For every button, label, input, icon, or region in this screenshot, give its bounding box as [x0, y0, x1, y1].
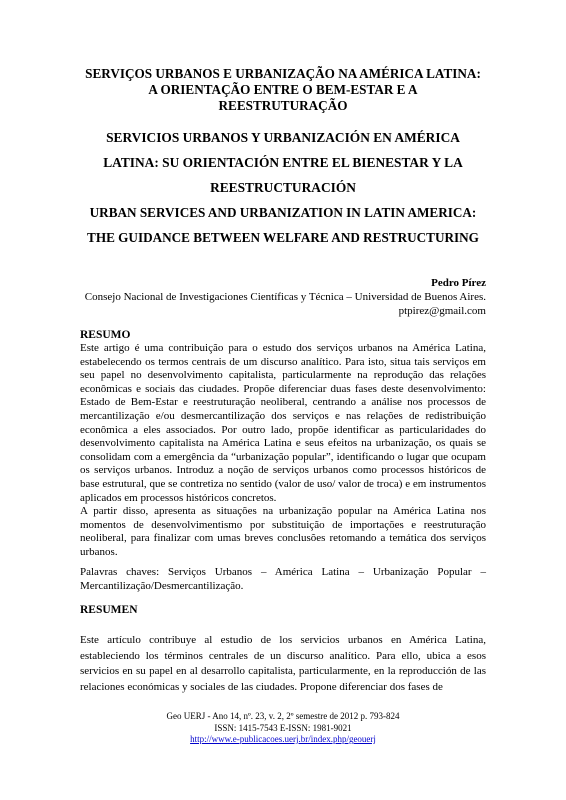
title-es-line-3: REESTRUCTURACIÓN	[210, 180, 356, 195]
resumen-body	[80, 633, 486, 695]
title-en-line-2: THE GUIDANCE BETWEEN WELFARE AND RESTRUCTURING	[87, 230, 479, 245]
title-pt-line-2: A ORIENTAÇÃO ENTRE O BEM-ESTAR E A	[148, 82, 418, 97]
author-block	[85, 276, 486, 318]
title-pt-line-3: REESTRUTURAÇÃO	[218, 98, 348, 113]
author-email: ptpirez@gmail.com	[398, 305, 486, 317]
author-name: Pedro Pírez	[431, 277, 486, 289]
title-es-line-1: SERVICIOS URBANOS Y URBANIZACIÓN EN AMÉRICA	[106, 130, 460, 145]
resumo-keywords: Palavras chaves: Serviços Urbanos – América Latina – Urbanização Popular – Mercantilização/Desmercantilização.	[80, 566, 486, 592]
page-footer	[80, 711, 486, 746]
journal-link[interactable]: http://www.e-publicacoes.uerj.br/index.php/geouerj	[190, 734, 376, 744]
title-english	[60, 200, 506, 250]
title-en-line-1: URBAN SERVICES AND URBANIZATION IN LATIN AMERICA:	[89, 205, 477, 220]
resumen-heading: RESUMEN	[80, 604, 138, 616]
footer-issn: ISSN: 1415-7543 E-ISSN: 1981-9021	[214, 722, 352, 733]
title-pt-line-1: SERVIÇOS URBANOS E URBANIZAÇÃO NA AMÉRICA LATINA:	[85, 66, 481, 81]
footer-citation: Geo UERJ - Ano 14, nº. 23, v. 2, 2º semestre de 2012 p. 793-824	[166, 711, 400, 721]
resumo-body	[80, 342, 486, 560]
title-spanish	[60, 125, 506, 200]
resumo-heading: RESUMO	[80, 329, 131, 341]
resumen-paragraph-1: Este artículo contribuye al estudio de los servicios urbanos en América Latina, estableciendo los términos centrales de un discurso analítico. Para ello, ubica a esos servicios en su papel en al desarrollo capitalista, particularmente, en la reproducción de las relaciones económicas y sociales de las ciudades. Propone diferenciar dos fases de	[80, 634, 486, 693]
author-affiliation: Consejo Nacional de Investigaciones Científicas y Técnica – Universidad de Buenos Aires.	[84, 291, 486, 303]
resumo-paragraph-1: Este artigo é uma contribuição para o estudo dos serviços urbanos na América Latina, estabelecendo os termos centrais de um discurso analítico. Para isto, situa tais serviços em seu papel no desenvolvimento capitalista, particularmente na reprodução das relações econômicas e sociais das ciudades. Propõe diferenciar duas fases deste desenvolvimento: Estado de Bem-Estar e reestruturação neoliberal, centrando a análise nos processos de mercantilização e/ou desmercantilização dos serviços e nas relações de redistribuição econômica a eles associados. Por outro lado, propõe identificar as particularidades do desenvolvimento capitalista na América Latina e seus efeitos na urbanização, os quais se consolidam com a emergência da “urbanização popular”, identificando o lugar que ocupam os serviços urbanos. Introduz a noção de serviços urbanos como processos históricos de base estrutural, que se contretiza no sentido (valor de uso/ valor de troca) e em instrumentos aplicados em processos históricos concretos.	[80, 342, 486, 504]
title-es-line-2: LATINA: SU ORIENTACIÓN ENTRE EL BIENESTAR Y LA	[103, 155, 463, 170]
resumo-paragraph-2: A partir disso, apresenta as situações na urbanização popular na América Latina nos momentos de desenvolvimentismo por substituição de importações e reestruturação neoliberal, para finalizar com umas breves conclusões retomando a temática dos serviços urbanos.	[80, 505, 486, 558]
title-portuguese	[60, 66, 506, 114]
